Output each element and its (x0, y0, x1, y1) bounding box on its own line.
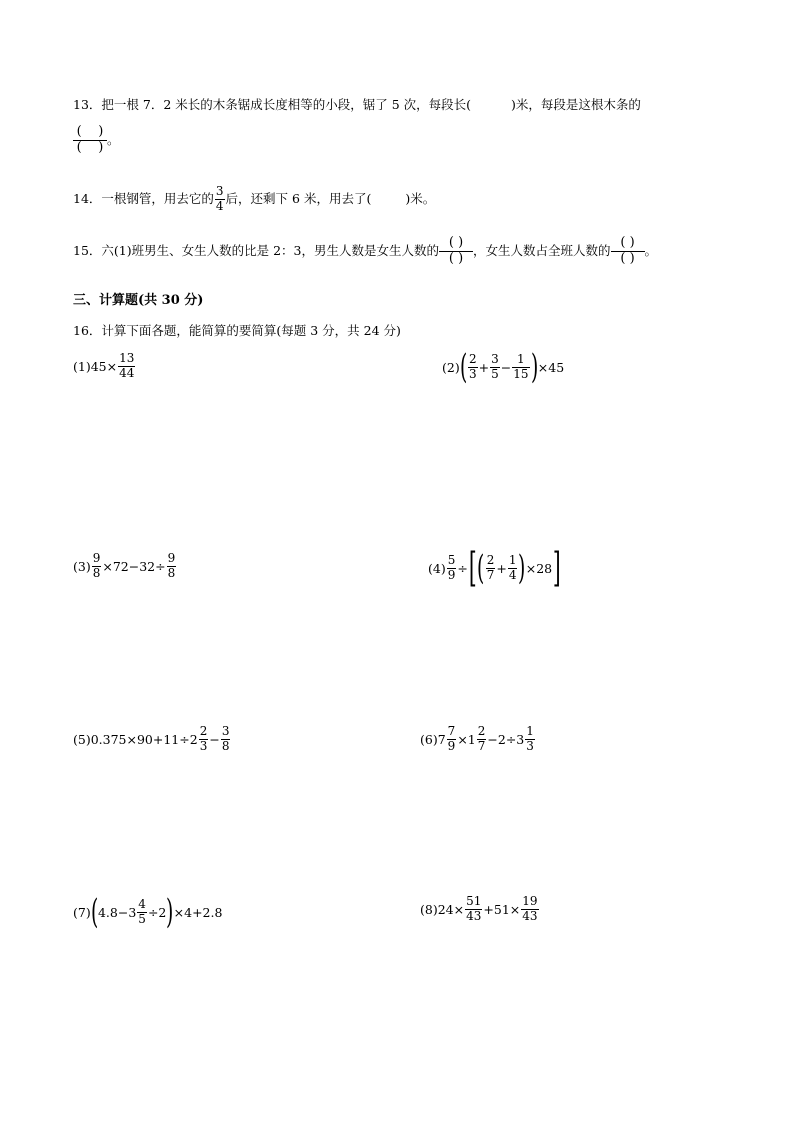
q13-tail: 。 (107, 132, 120, 148)
q15-text-a: 15．六(1)班男生、女生人数的比是 2：3，男生人数是女生人数的 (73, 243, 439, 259)
q15-text-b: ，女生人数占全班人数的 (473, 243, 611, 259)
q15-blank-fraction-2[interactable]: ( ) ( ) (611, 236, 645, 267)
q14-text-b: 后，还剩下 6 米，用去了( (225, 191, 372, 207)
section-3-title: 三、计算题(共 30 分) (73, 293, 204, 308)
mixed-number: 3 $\frac{1}{3}$ (516, 724, 534, 753)
question-15 (73, 236, 657, 267)
problem-8: (8) 24× $\frac{51}{43}$ +51× $\frac{19}{43}$ (420, 894, 538, 923)
mixed-number: 3 $\frac{4}{5}$ (128, 896, 146, 926)
problem-4: (4) $\frac{5}{9}$ ÷ [ ( $\frac{2}{7}$ + $\frac{1}{4}$ ) ×28 ] (428, 545, 561, 591)
right-paren: ) (518, 548, 526, 588)
q13-text-a: 13．把一根 7．2 米长的木条锯成长度相等的小段，锯了 5 次，每段长( (73, 97, 472, 112)
problem-3: (3) $\frac{9}{8}$ ×72−32÷ $\frac{9}{8}$ (73, 551, 176, 580)
right-paren: ) (166, 892, 174, 932)
question-13-answer-fraction (73, 125, 120, 156)
problem-2: (2) ( $\frac{2}{3}$ + $\frac{3}{5}$ − $\frac{1}{15}$ ) ×45 (442, 347, 565, 387)
problem-6: (6) 7 $\frac{7}{9}$ × 1 $\frac{2}{7}$ −2÷ 3 $\frac{1}{3}$ (420, 724, 534, 753)
q14-fraction: $\frac{3}{4}$ (215, 184, 224, 213)
q13-text-b: )米，每段是这根木条的 (511, 97, 641, 112)
problem-1: (1) 45 × $\frac{13}{44}$ (73, 351, 135, 380)
q14-text-c: )米。 (405, 191, 436, 207)
problem-5: (5) 0.375×90+11÷ 2 $\frac{2}{3}$ − $\frac{3}{8}$ (73, 724, 230, 753)
mixed-number: 2 $\frac{2}{3}$ (189, 724, 208, 753)
q13-blank-numerator: ( ) (76, 124, 104, 139)
left-paren: ( (459, 347, 467, 387)
right-paren: ) (530, 347, 538, 387)
question-16-intro: 16．计算下面各题，能简算的要简算(每题 3 分，共 24 分) (73, 323, 401, 338)
mixed-number: 7 $\frac{7}{9}$ (437, 724, 456, 753)
q15-tail: 。 (644, 243, 658, 259)
question-13 (73, 99, 641, 112)
mixed-number: 1 $\frac{2}{7}$ (467, 724, 486, 753)
fraction: $\frac{13}{44}$ (119, 351, 135, 380)
right-bracket: ] (553, 545, 561, 591)
left-paren: ( (477, 548, 485, 588)
question-14 (73, 185, 435, 214)
left-bracket: [ (468, 545, 477, 591)
left-paren: ( (90, 892, 98, 932)
q13-blank-denominator: ( ) (76, 139, 104, 155)
q13-blank-fraction[interactable] (73, 125, 107, 156)
problem-7: (7) ( 4.8− 3 $\frac{4}{5}$ ÷2 ) ×4+2.8 (73, 892, 223, 932)
q14-text-a: 14．一根钢管，用去它的 (73, 191, 214, 207)
q15-blank-fraction-1[interactable]: ( ) ( ) (439, 236, 473, 267)
